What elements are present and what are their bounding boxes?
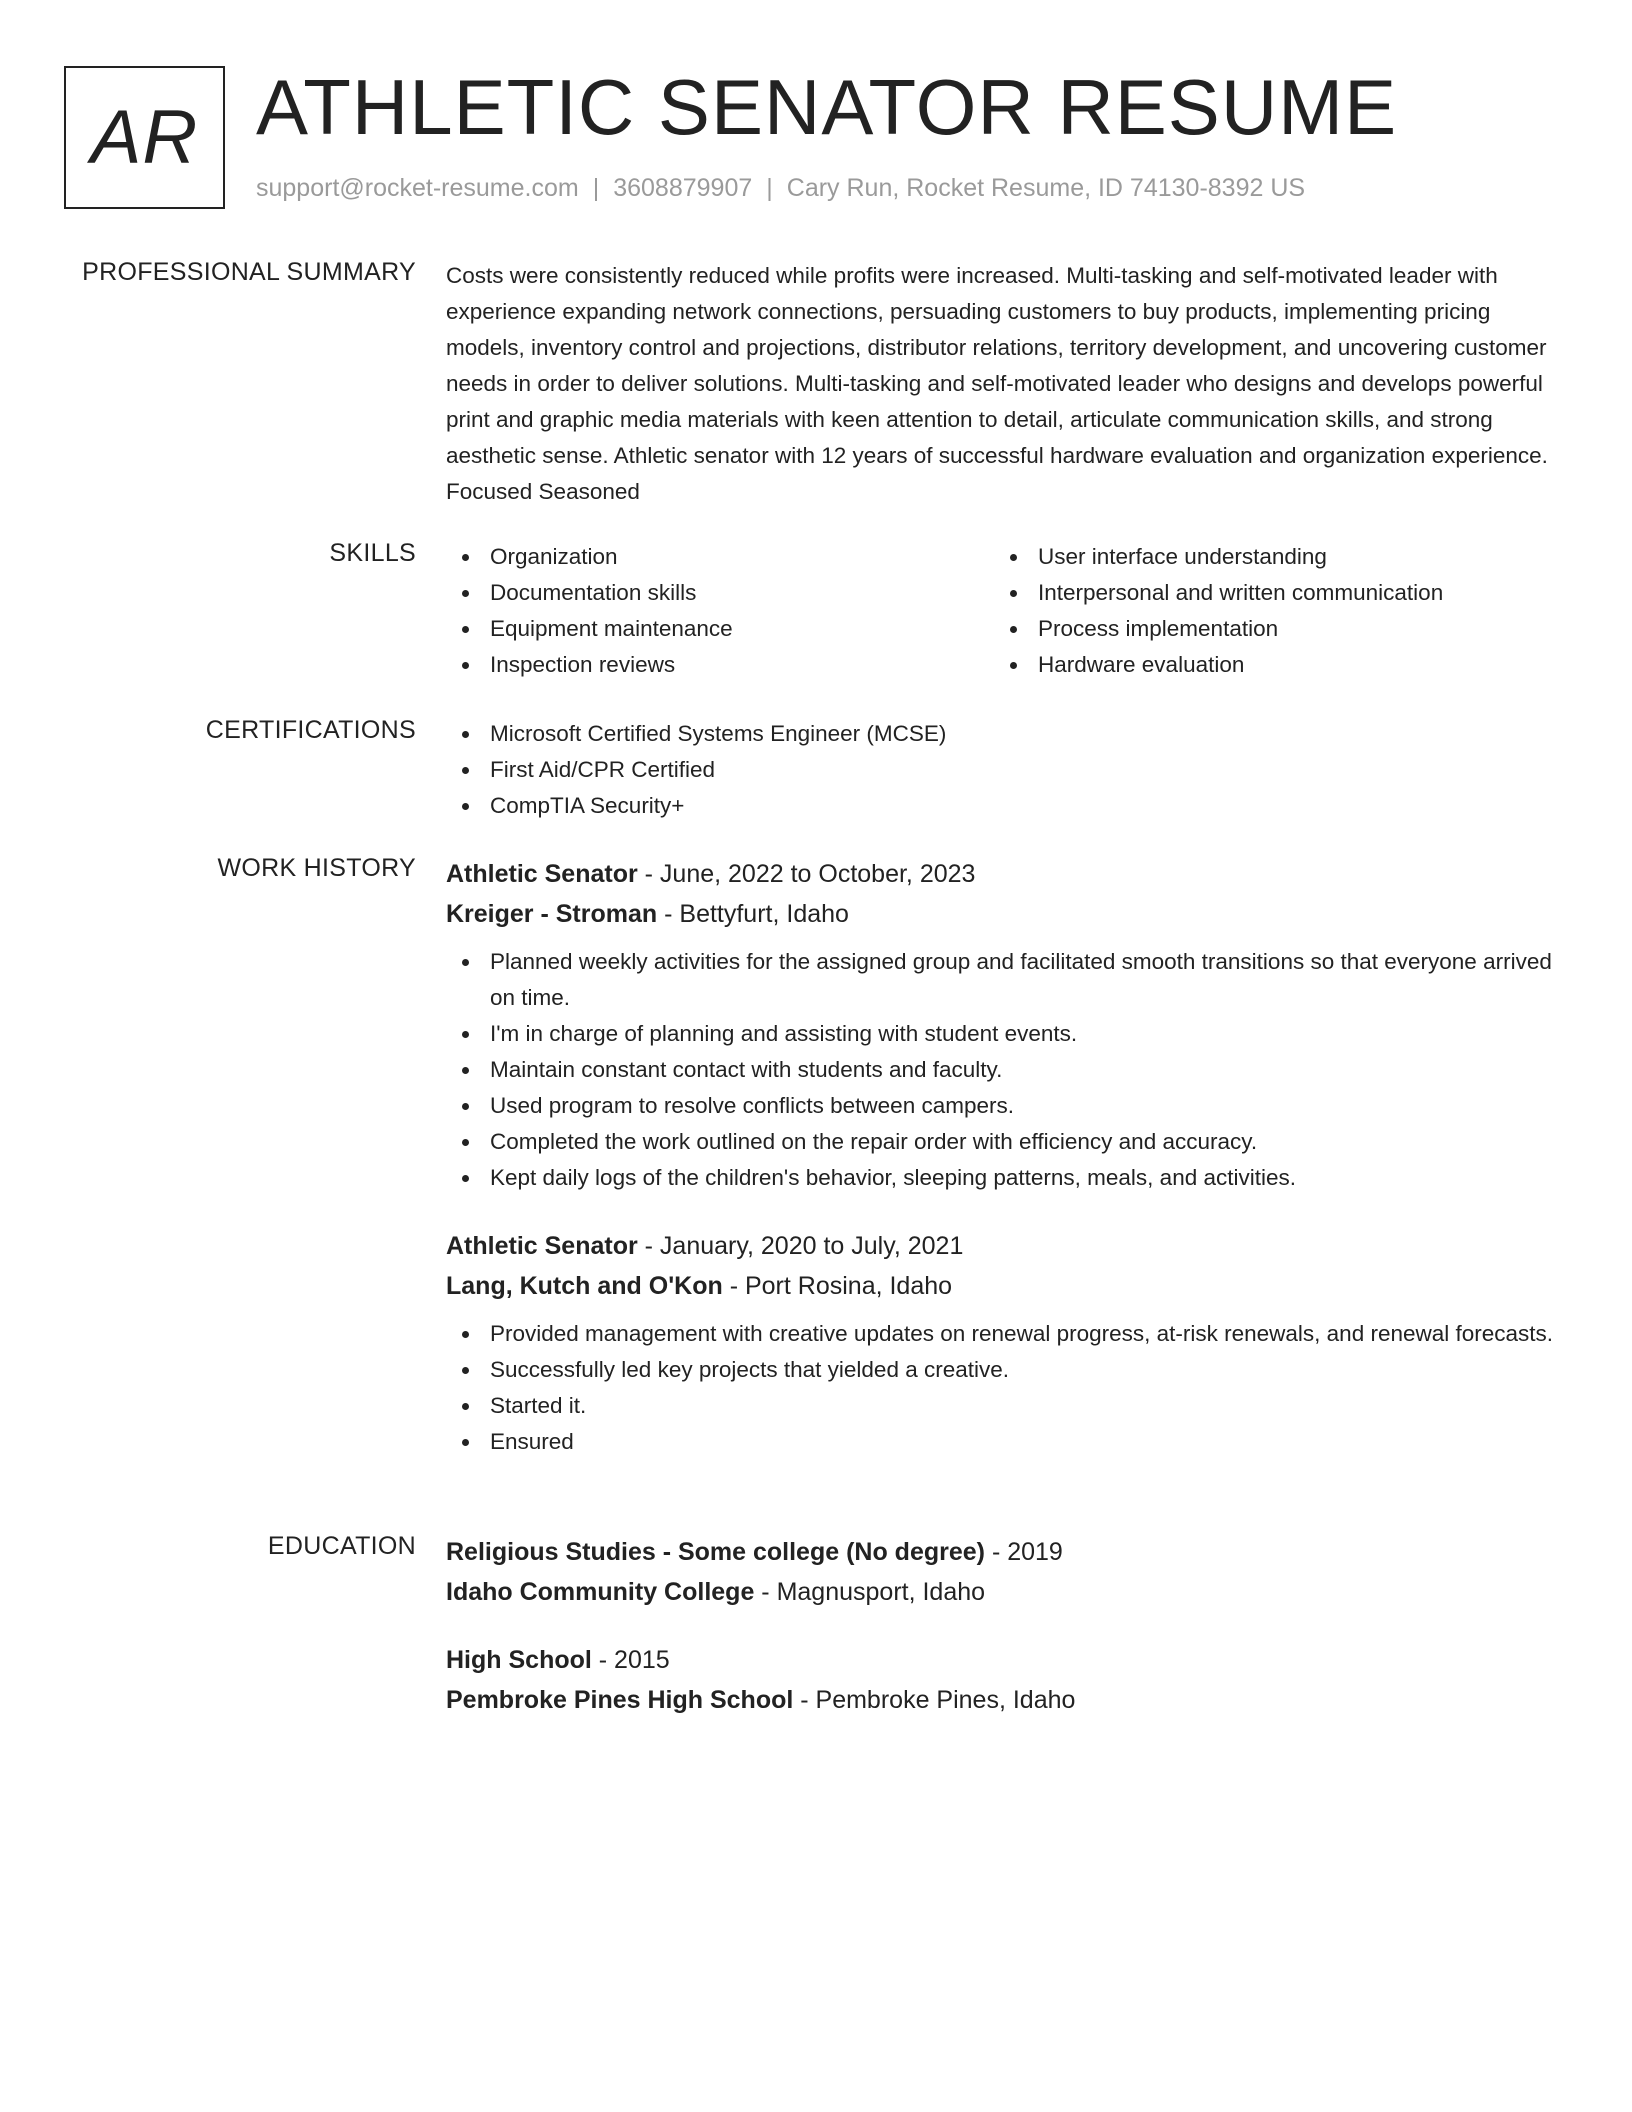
job-duty: Kept daily logs of the children's behavior, sleeping patterns, meals, and activities. [446, 1160, 1566, 1196]
education-school: Idaho Community College [446, 1578, 755, 1606]
contact-separator: | [766, 174, 773, 202]
education-year: - 2015 [591, 1646, 670, 1674]
job-entry [446, 854, 1566, 1196]
skill-item: Process implementation [994, 611, 1542, 647]
resume-header [64, 63, 1584, 216]
job-duty: Maintain constant contact with students and faculty. [446, 1052, 1566, 1088]
job-duty: Provided management with creative updates on renewal progress, at-risk renewals, and renewal forecasts. [446, 1316, 1566, 1352]
job-entry [446, 1226, 1566, 1460]
job-company-line [446, 894, 1566, 934]
skill-item: Equipment maintenance [446, 611, 994, 647]
job-duty: I'm in charge of planning and assisting with student events. [446, 1016, 1566, 1052]
job-title: Athletic Senator [446, 1232, 638, 1260]
job-dates: - June, 2022 to October, 2023 [637, 860, 976, 888]
education-heading: EDUCATION [267, 1532, 416, 1560]
work-history-heading: WORK HISTORY [217, 854, 416, 882]
job-title-line [446, 1226, 1566, 1266]
education-entry [446, 1532, 1566, 1612]
job-title-line [446, 854, 1566, 894]
job-company: Kreiger - Stroman [446, 900, 658, 928]
job-duty: Used program to resolve conflicts between campers. [446, 1088, 1566, 1124]
job-duties-list [446, 1316, 1566, 1460]
certification-item: Microsoft Certified Systems Engineer (MCSE) [446, 716, 1566, 752]
page-title: ATHLETIC SENATOR RESUME [256, 63, 1398, 151]
job-location: - Port Rosina, Idaho [722, 1272, 953, 1300]
education-school-line [446, 1572, 1566, 1612]
job-company-line [446, 1266, 1566, 1306]
certification-item: CompTIA Security+ [446, 788, 1566, 824]
education-location: - Magnusport, Idaho [754, 1578, 986, 1606]
skill-item: Hardware evaluation [994, 647, 1542, 683]
job-duty: Planned weekly activities for the assigned group and facilitated smooth transitions so that everyone arrived on time. [446, 944, 1566, 1016]
education-school-line [446, 1680, 1566, 1720]
skills-heading: SKILLS [329, 539, 416, 567]
certifications-heading: CERTIFICATIONS [205, 716, 416, 744]
job-duty: Ensured [446, 1424, 1566, 1460]
education-degree: High School [446, 1646, 592, 1674]
skill-item: Interpersonal and written communication [994, 575, 1542, 611]
contact-phone: 3608879907 [613, 174, 753, 202]
job-dates: - January, 2020 to July, 2021 [637, 1232, 964, 1260]
contact-address: Cary Run, Rocket Resume, ID 74130-8392 US [786, 174, 1306, 202]
skills-list-right [994, 539, 1542, 683]
education-entry [446, 1640, 1566, 1720]
job-location: - Bettyfurt, Idaho [657, 900, 849, 928]
job-duty: Successfully led key projects that yielded a creative. [446, 1352, 1566, 1388]
job-company: Lang, Kutch and O'Kon [446, 1272, 723, 1300]
summary-text: Costs were consistently reduced while profits were increased. Multi-tasking and self-motivated leader with experience expanding network connections, persuading customers to buy products, implementing pricing models, inventory control and projections, distributor relations, territory development, and uncovering customer needs in order to deliver solutions. Multi-tasking and self-motivated leader who designs and develops powerful print and graphic media materials with keen attention to detail, articulate communication skills, and strong aesthetic sense. Athletic senator with 12 years of successful hardware evaluation and organization experience. Focused Seasoned [446, 263, 1548, 504]
job-duty: Completed the work outlined on the repair order with efficiency and accuracy. [446, 1124, 1566, 1160]
certification-item: First Aid/CPR Certified [446, 752, 1566, 788]
job-duty: Started it. [446, 1388, 1566, 1424]
job-title: Athletic Senator [446, 860, 638, 888]
contact-separator: | [592, 174, 600, 202]
skill-item: User interface understanding [994, 539, 1542, 575]
education-degree-line [446, 1532, 1566, 1572]
education-degree: Religious Studies - Some college (No degree) [446, 1538, 985, 1566]
education-school: Pembroke Pines High School [446, 1686, 794, 1714]
summary-heading: PROFESSIONAL SUMMARY [82, 258, 416, 286]
skill-item: Inspection reviews [446, 647, 994, 683]
contact-email: support@rocket-resume.com [256, 174, 579, 202]
education-location: - Pembroke Pines, Idaho [793, 1686, 1076, 1714]
certifications-list [446, 716, 1566, 824]
skill-item: Organization [446, 539, 994, 575]
job-duties-list [446, 944, 1566, 1196]
monogram-logo: AR [64, 66, 225, 209]
skills-list-left [446, 539, 994, 683]
education-degree-line [446, 1640, 1566, 1680]
skill-item: Documentation skills [446, 575, 994, 611]
contact-line [256, 174, 1305, 203]
education-year: - 2019 [985, 1538, 1063, 1566]
